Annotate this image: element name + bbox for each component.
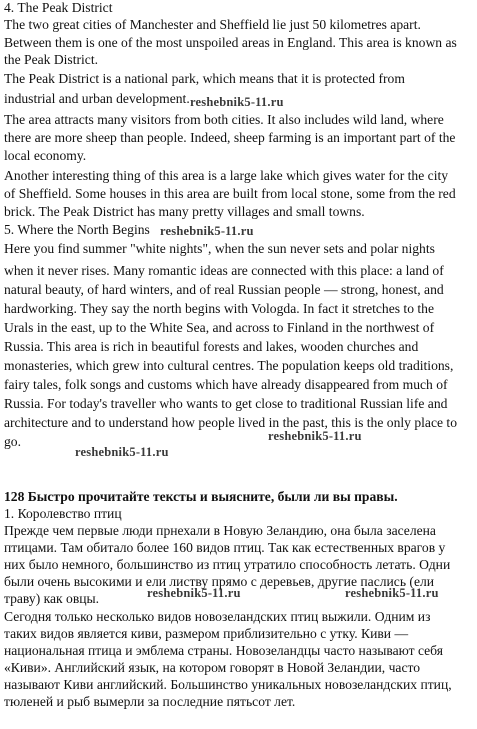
text-line: of Sheffield. Some houses in this area are built from local stone, some from the red [4, 186, 456, 201]
text-line: monasteries, which grew into cultural centres. The population keeps old traditions, [4, 358, 454, 373]
text-line: hardworking. They say the north begins with Vologda. In fact it stretches to the [4, 301, 435, 316]
text-line: there are more sheep than people. Indeed, sheep farming is an important part of the [4, 130, 456, 145]
watermark: reshebnik5-11.ru [190, 95, 284, 109]
text-line: были очень высокими и ели листву прямо с деревьев, другие паслись (ели [4, 574, 435, 589]
text-line: The area attracts many visitors from both cities. It also includes wild land, where [4, 112, 444, 127]
exercise-title: 128 Быстро прочитайте тексты и выясните, были ли вы правы. [4, 489, 398, 504]
text-line: птицами. Там обитало более 160 видов птиц. Так как естественных врагов у [4, 540, 446, 555]
watermark: reshebnik5-11.ru [147, 586, 241, 600]
text-line: The two great cities of Manchester and Sheffield lie just 50 kilometres apart. [4, 17, 421, 32]
section-heading: 1. Королевство птиц [4, 506, 122, 521]
text-line: тюленей и рыб вымерли за последние пятьсот лет. [4, 694, 296, 709]
text-line: Прежде чем первые люди прнехали в Новую Зеландию, она была заселена [4, 523, 436, 538]
text-line: brick. The Peak District has many pretty villages and small towns. [4, 204, 365, 219]
text-line: Russia. This area is rich in beautiful forests and lakes, wooden churches and [4, 339, 419, 354]
text-line: go. [4, 434, 21, 449]
text-line: Сегодня только несколько видов новозеландских птиц выжили. Одним из [4, 609, 431, 624]
text-line: Between them is one of the most unspoiled areas in England. This area is known as [4, 35, 457, 50]
text-line: natural beauty, of hard winters, and of real Russian people — strong, honest, and [4, 282, 444, 297]
text-line: local economy. [4, 148, 87, 163]
text-line: Urals in the east, up to the White Sea, and across to Finland in the northwest of [4, 320, 435, 335]
text-line: architecture and to understand how people lived in the past, this is the only place to [4, 415, 458, 430]
text-line: траву) как овцы. [4, 591, 100, 606]
text-line: них было немного, большинство из птиц утратило способность летать. Одни [4, 557, 451, 572]
text-line: национальная птица и эмблема страны. Новозеландцы часто называют себя [4, 643, 444, 658]
text-line: называют Киви английский. Большинство уникальных новозеландских птиц, [4, 677, 452, 692]
text-line: fairy tales, folk songs and customs which have already disappeared from much of [4, 377, 448, 392]
watermark: reshebnik5-11.ru [75, 445, 169, 459]
section-heading: 5. Where the North Begins [4, 222, 150, 237]
text-line: таких видов является киви, размером приблизительно с утку. Киви — [4, 626, 409, 641]
text-line: The Peak District is a national park, which means that it is protected from [4, 71, 405, 86]
text-line: Another interesting thing of this area is a large lake which gives water for the city [4, 168, 449, 183]
watermark: reshebnik5-11.ru [160, 224, 254, 238]
section-heading: 4. The Peak District [4, 0, 113, 15]
watermark: reshebnik5-11.ru [345, 586, 439, 600]
text-line: Russia. For today's traveller who wants to get close to traditional Russian life and [4, 396, 448, 411]
watermark: reshebnik5-11.ru [268, 429, 362, 443]
text-line: when it never rises. Many romantic ideas are connected with this place: a land of [4, 263, 444, 278]
text-line: Here you find summer "white nights", when the sun never sets and polar nights [4, 241, 435, 256]
text-line: the Peak District. [4, 52, 99, 67]
text-line: «Киви». Английский язык, на котором говорят в Новой Зеландии, часто [4, 660, 421, 675]
text-line: industrial and urban development. [4, 91, 190, 106]
